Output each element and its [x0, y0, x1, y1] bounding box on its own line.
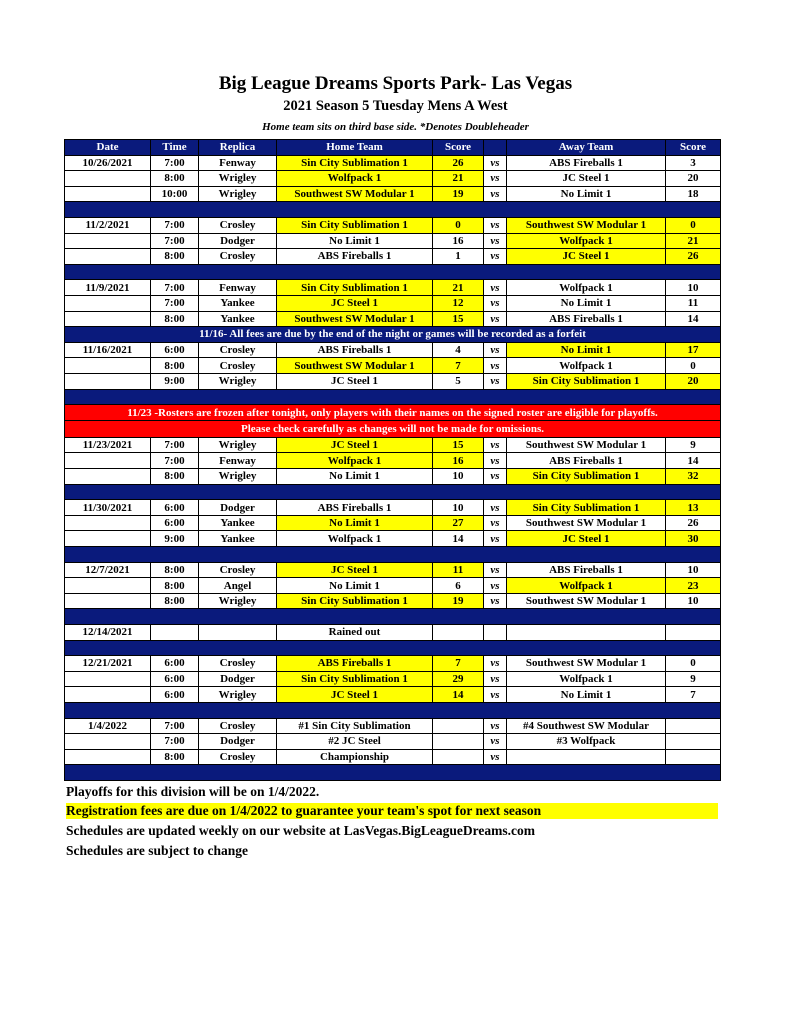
game-date: [65, 171, 151, 187]
game-date: [65, 671, 151, 687]
away-team: Southwest SW Modular 1: [507, 656, 666, 672]
game-row: [65, 515, 721, 531]
home-score: 0: [433, 217, 484, 233]
home-score: 12: [433, 295, 484, 311]
home-score: 7: [433, 656, 484, 672]
away-team: JC Steel 1: [507, 171, 666, 187]
vs-label: vs: [484, 280, 507, 296]
home-team: Wolfpack 1: [277, 171, 433, 187]
home-score: 15: [433, 437, 484, 453]
home-score: 26: [433, 155, 484, 171]
spacer-cell: [65, 640, 721, 656]
col-away-team: Away Team: [507, 140, 666, 156]
change-note: Schedules are subject to change: [66, 843, 248, 858]
home-team: ABS Fireballs 1: [277, 500, 433, 516]
game-row: [65, 531, 721, 547]
home-team: Championship: [277, 749, 433, 765]
home-team: #1 Sin City Sublimation: [277, 718, 433, 734]
away-score: 20: [666, 171, 721, 187]
game-row: [65, 186, 721, 202]
game-date: 1/4/2022: [65, 718, 151, 734]
game-date: [65, 734, 151, 750]
spacer-row: [65, 765, 721, 781]
game-replica: Crosley: [199, 358, 277, 374]
game-replica: Dodger: [199, 233, 277, 249]
away-score: 18: [666, 186, 721, 202]
spacer-row: [65, 702, 721, 718]
game-time: 8:00: [151, 171, 199, 187]
away-team: Wolfpack 1: [507, 671, 666, 687]
home-team: ABS Fireballs 1: [277, 342, 433, 358]
home-team: JC Steel 1: [277, 562, 433, 578]
away-score: 9: [666, 671, 721, 687]
home-score: 4: [433, 342, 484, 358]
game-row: [65, 373, 721, 389]
away-team: No Limit 1: [507, 186, 666, 202]
col-date: Date: [65, 140, 151, 156]
away-score: 23: [666, 578, 721, 594]
game-date: 12/14/2021: [65, 625, 151, 641]
game-replica: Wrigley: [199, 593, 277, 609]
away-team: Southwest SW Modular 1: [507, 217, 666, 233]
vs-label: vs: [484, 749, 507, 765]
vs-label: [484, 625, 507, 641]
spacer-cell: [65, 389, 721, 405]
home-score: 16: [433, 453, 484, 469]
website-note: Schedules are updated weekly on our website at LasVegas.BigLeagueDreams.com: [66, 823, 536, 838]
home-team: Wolfpack 1: [277, 453, 433, 469]
col-home-score: Score: [433, 140, 484, 156]
away-team: ABS Fireballs 1: [507, 562, 666, 578]
away-score: 10: [666, 593, 721, 609]
game-date: 11/30/2021: [65, 500, 151, 516]
vs-label: vs: [484, 437, 507, 453]
schedule-body: [65, 155, 721, 780]
away-score: 26: [666, 249, 721, 265]
game-date: [65, 358, 151, 374]
away-score: [666, 734, 721, 750]
away-team: Southwest SW Modular 1: [507, 437, 666, 453]
home-score: 11: [433, 562, 484, 578]
game-row: [65, 734, 721, 750]
vs-label: vs: [484, 342, 507, 358]
game-replica: Crosley: [199, 342, 277, 358]
alert-text: Please check carefully as changes will not be made for omissions.: [65, 421, 721, 437]
away-score: 9: [666, 437, 721, 453]
game-row: [65, 749, 721, 765]
away-team: ABS Fireballs 1: [507, 453, 666, 469]
vs-label: vs: [484, 734, 507, 750]
game-replica: Yankee: [199, 311, 277, 327]
game-date: [65, 593, 151, 609]
home-score: 15: [433, 311, 484, 327]
vs-label: vs: [484, 718, 507, 734]
vs-label: vs: [484, 358, 507, 374]
header-row: [65, 140, 721, 156]
game-row: [65, 453, 721, 469]
home-team: Sin City Sublimation 1: [277, 217, 433, 233]
away-score: 11: [666, 295, 721, 311]
away-score: 10: [666, 562, 721, 578]
vs-label: vs: [484, 578, 507, 594]
spacer-row: [65, 609, 721, 625]
game-row: [65, 217, 721, 233]
home-team: Rained out: [277, 625, 433, 641]
game-date: [65, 311, 151, 327]
home-team: Sin City Sublimation 1: [277, 155, 433, 171]
spacer-cell: [65, 547, 721, 563]
game-row: [65, 295, 721, 311]
vs-label: vs: [484, 515, 507, 531]
home-team: Southwest SW Modular 1: [277, 186, 433, 202]
game-replica: Wrigley: [199, 373, 277, 389]
home-team: Wolfpack 1: [277, 531, 433, 547]
game-row: [65, 171, 721, 187]
col-replica: Replica: [199, 140, 277, 156]
game-row: [65, 656, 721, 672]
game-date: [65, 373, 151, 389]
game-row: [65, 671, 721, 687]
game-date: [65, 186, 151, 202]
col-away-score: Score: [666, 140, 721, 156]
game-time: 7:00: [151, 295, 199, 311]
vs-label: vs: [484, 593, 507, 609]
game-row: [65, 593, 721, 609]
spacer-cell: [65, 202, 721, 218]
home-score: 14: [433, 531, 484, 547]
away-team: Sin City Sublimation 1: [507, 500, 666, 516]
spacer-row: [65, 640, 721, 656]
home-score: 10: [433, 500, 484, 516]
home-team: ABS Fireballs 1: [277, 249, 433, 265]
vs-label: vs: [484, 217, 507, 233]
home-team: ABS Fireballs 1: [277, 656, 433, 672]
spacer-cell: [65, 609, 721, 625]
game-replica: Angel: [199, 578, 277, 594]
game-time: 8:00: [151, 249, 199, 265]
home-team: #2 JC Steel: [277, 734, 433, 750]
away-team: Sin City Sublimation 1: [507, 373, 666, 389]
game-replica: Wrigley: [199, 437, 277, 453]
away-team: JC Steel 1: [507, 531, 666, 547]
game-time: 8:00: [151, 578, 199, 594]
vs-label: vs: [484, 233, 507, 249]
away-score: 14: [666, 453, 721, 469]
vs-label: vs: [484, 453, 507, 469]
game-time: 7:00: [151, 718, 199, 734]
home-score: 10: [433, 469, 484, 485]
vs-label: vs: [484, 373, 507, 389]
game-replica: Crosley: [199, 249, 277, 265]
col-vs: [484, 140, 507, 156]
away-team: #4 Southwest SW Modular: [507, 718, 666, 734]
home-score: 16: [433, 233, 484, 249]
away-score: 20: [666, 373, 721, 389]
away-team: [507, 749, 666, 765]
game-replica: Yankee: [199, 295, 277, 311]
game-replica: Dodger: [199, 671, 277, 687]
away-score: 0: [666, 656, 721, 672]
game-row: [65, 625, 721, 641]
home-score: 29: [433, 671, 484, 687]
home-score: 19: [433, 186, 484, 202]
away-team: ABS Fireballs 1: [507, 155, 666, 171]
spacer-row: [65, 484, 721, 500]
game-time: 6:00: [151, 687, 199, 703]
vs-label: vs: [484, 249, 507, 265]
game-date: 11/9/2021: [65, 280, 151, 296]
away-score: 0: [666, 358, 721, 374]
game-date: [65, 453, 151, 469]
schedule-table: [64, 139, 721, 781]
vs-label: vs: [484, 562, 507, 578]
game-time: 9:00: [151, 531, 199, 547]
game-replica: Dodger: [199, 500, 277, 516]
away-team: Wolfpack 1: [507, 358, 666, 374]
game-replica: Dodger: [199, 734, 277, 750]
home-score: 7: [433, 358, 484, 374]
game-replica: Wrigley: [199, 186, 277, 202]
game-date: 11/2/2021: [65, 217, 151, 233]
game-date: 10/26/2021: [65, 155, 151, 171]
alert-text: 11/23 -Rosters are frozen after tonight, only players with their names on the signed roster are eligible for playoffs.: [65, 405, 721, 421]
away-score: 30: [666, 531, 721, 547]
vs-label: vs: [484, 186, 507, 202]
game-time: 6:00: [151, 500, 199, 516]
game-replica: Fenway: [199, 155, 277, 171]
spacer-row: [65, 547, 721, 563]
away-score: [666, 625, 721, 641]
game-replica: Wrigley: [199, 469, 277, 485]
game-replica: Crosley: [199, 749, 277, 765]
game-row: [65, 562, 721, 578]
home-team: Sin City Sublimation 1: [277, 280, 433, 296]
game-row: [65, 469, 721, 485]
game-replica: Crosley: [199, 718, 277, 734]
col-time: Time: [151, 140, 199, 156]
vs-label: vs: [484, 671, 507, 687]
away-score: [666, 718, 721, 734]
vs-label: vs: [484, 656, 507, 672]
home-team: JC Steel 1: [277, 295, 433, 311]
away-team: No Limit 1: [507, 342, 666, 358]
notice-text: 11/16- All fees are due by the end of the night or games will be recorded as a forfeit: [65, 327, 721, 343]
game-time: 6:00: [151, 671, 199, 687]
game-row: [65, 249, 721, 265]
game-row: [65, 342, 721, 358]
game-time: 6:00: [151, 656, 199, 672]
game-date: [65, 233, 151, 249]
game-time: 9:00: [151, 373, 199, 389]
vs-label: vs: [484, 500, 507, 516]
game-time: 7:00: [151, 437, 199, 453]
alert-row: [65, 405, 721, 421]
game-row: [65, 358, 721, 374]
game-date: 12/7/2021: [65, 562, 151, 578]
game-date: [65, 531, 151, 547]
home-team: Sin City Sublimation 1: [277, 671, 433, 687]
game-time: 6:00: [151, 342, 199, 358]
away-score: 26: [666, 515, 721, 531]
home-team: No Limit 1: [277, 515, 433, 531]
game-time: 8:00: [151, 358, 199, 374]
game-replica: Crosley: [199, 217, 277, 233]
home-team: Sin City Sublimation 1: [277, 593, 433, 609]
playoffs-note: Playoffs for this division will be on 1/4/2022.: [66, 784, 320, 799]
away-score: 14: [666, 311, 721, 327]
game-time: 10:00: [151, 186, 199, 202]
game-replica: Fenway: [199, 280, 277, 296]
game-row: [65, 500, 721, 516]
vs-label: vs: [484, 531, 507, 547]
spacer-cell: [65, 702, 721, 718]
vs-label: vs: [484, 311, 507, 327]
away-team: JC Steel 1: [507, 249, 666, 265]
game-replica: Yankee: [199, 531, 277, 547]
game-row: [65, 311, 721, 327]
game-row: [65, 233, 721, 249]
away-score: 21: [666, 233, 721, 249]
home-score: 5: [433, 373, 484, 389]
game-time: 8:00: [151, 749, 199, 765]
game-date: [65, 469, 151, 485]
game-replica: [199, 625, 277, 641]
away-team: Wolfpack 1: [507, 578, 666, 594]
game-replica: Fenway: [199, 453, 277, 469]
spacer-row: [65, 264, 721, 280]
game-time: 7:00: [151, 280, 199, 296]
game-time: 6:00: [151, 515, 199, 531]
game-time: 7:00: [151, 217, 199, 233]
page-title: Big League Dreams Sports Park- Las Vegas: [218, 73, 573, 94]
game-date: [65, 687, 151, 703]
game-row: [65, 687, 721, 703]
game-row: [65, 437, 721, 453]
game-date: [65, 295, 151, 311]
vs-label: vs: [484, 155, 507, 171]
vs-label: vs: [484, 469, 507, 485]
home-score: 21: [433, 280, 484, 296]
home-score: 19: [433, 593, 484, 609]
spacer-row: [65, 389, 721, 405]
home-score: [433, 718, 484, 734]
home-team: JC Steel 1: [277, 373, 433, 389]
game-row: [65, 578, 721, 594]
home-team: Southwest SW Modular 1: [277, 358, 433, 374]
notice-row: [65, 327, 721, 343]
game-time: 8:00: [151, 593, 199, 609]
away-score: [666, 749, 721, 765]
game-date: [65, 578, 151, 594]
home-score: [433, 734, 484, 750]
home-team: No Limit 1: [277, 469, 433, 485]
home-team-note: Home team sits on third base side. *Denotes Doubleheader: [262, 121, 529, 133]
away-team: Wolfpack 1: [507, 233, 666, 249]
away-score: 13: [666, 500, 721, 516]
spacer-cell: [65, 484, 721, 500]
game-date: 11/16/2021: [65, 342, 151, 358]
col-home-team: Home Team: [277, 140, 433, 156]
vs-label: vs: [484, 171, 507, 187]
spacer-cell: [65, 765, 721, 781]
vs-label: vs: [484, 687, 507, 703]
game-date: 12/21/2021: [65, 656, 151, 672]
spacer-row: [65, 202, 721, 218]
home-score: [433, 749, 484, 765]
home-score: 14: [433, 687, 484, 703]
home-team: JC Steel 1: [277, 687, 433, 703]
home-team: JC Steel 1: [277, 437, 433, 453]
game-row: [65, 280, 721, 296]
game-row: [65, 718, 721, 734]
home-score: 27: [433, 515, 484, 531]
away-team: ABS Fireballs 1: [507, 311, 666, 327]
home-score: [433, 625, 484, 641]
away-score: 32: [666, 469, 721, 485]
game-time: 7:00: [151, 155, 199, 171]
game-time: 7:00: [151, 734, 199, 750]
game-date: [65, 249, 151, 265]
away-team: [507, 625, 666, 641]
game-row: [65, 155, 721, 171]
game-time: 8:00: [151, 469, 199, 485]
away-score: 17: [666, 342, 721, 358]
game-replica: Wrigley: [199, 687, 277, 703]
away-team: No Limit 1: [507, 295, 666, 311]
game-replica: Crosley: [199, 656, 277, 672]
away-team: No Limit 1: [507, 687, 666, 703]
away-team: Sin City Sublimation 1: [507, 469, 666, 485]
away-team: Wolfpack 1: [507, 280, 666, 296]
away-score: 10: [666, 280, 721, 296]
away-team: Southwest SW Modular 1: [507, 593, 666, 609]
game-time: 8:00: [151, 311, 199, 327]
game-date: [65, 515, 151, 531]
game-time: [151, 625, 199, 641]
away-score: 0: [666, 217, 721, 233]
game-time: 8:00: [151, 562, 199, 578]
game-replica: Yankee: [199, 515, 277, 531]
registration-note: Registration fees are due on 1/4/2022 to guarantee your team's spot for next season: [66, 803, 718, 819]
game-date: 11/23/2021: [65, 437, 151, 453]
home-team: Southwest SW Modular 1: [277, 311, 433, 327]
game-time: 7:00: [151, 453, 199, 469]
home-team: No Limit 1: [277, 233, 433, 249]
game-replica: Wrigley: [199, 171, 277, 187]
spacer-cell: [65, 264, 721, 280]
game-replica: Crosley: [199, 562, 277, 578]
away-score: 7: [666, 687, 721, 703]
alert-row: [65, 421, 721, 437]
away-team: #3 Wolfpack: [507, 734, 666, 750]
game-time: 7:00: [151, 233, 199, 249]
home-score: 1: [433, 249, 484, 265]
away-team: Southwest SW Modular 1: [507, 515, 666, 531]
game-date: [65, 749, 151, 765]
page-subtitle: 2021 Season 5 Tuesday Mens A West: [283, 98, 508, 114]
home-score: 21: [433, 171, 484, 187]
home-team: No Limit 1: [277, 578, 433, 594]
home-score: 6: [433, 578, 484, 594]
away-score: 3: [666, 155, 721, 171]
vs-label: vs: [484, 295, 507, 311]
